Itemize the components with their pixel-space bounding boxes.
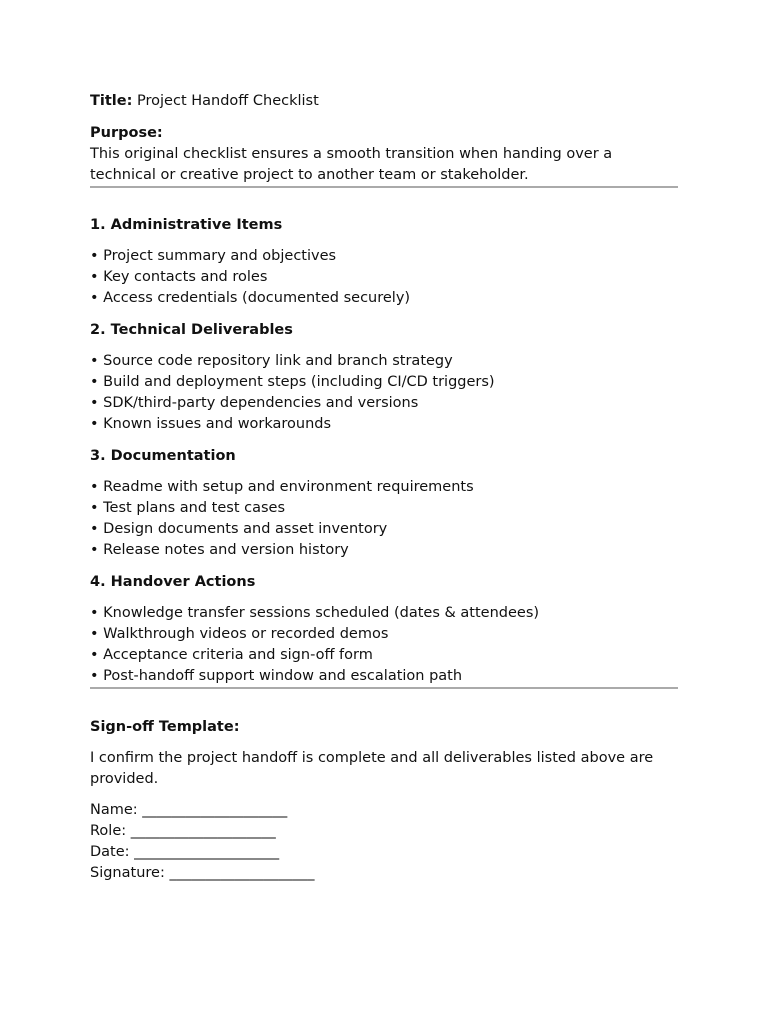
date-field: Date: ____________________ [90, 844, 280, 860]
purpose-heading: Purpose: [90, 125, 163, 141]
list-item: • Acceptance criteria and sign-off form [90, 647, 373, 663]
divider [90, 186, 678, 188]
divider [90, 687, 678, 689]
list-item: • Test plans and test cases [90, 500, 286, 516]
signoff-fields [90, 800, 678, 884]
purpose-text: This original checklist ensures a smooth transition when handing over a technical or creative project to another team or stakeholder. [90, 146, 613, 183]
section-heading-administrative: 1. Administrative Items [90, 217, 283, 233]
name-field: Name: ____________________ [90, 802, 288, 818]
document-page [90, 91, 678, 884]
list-item: • Readme with setup and environment requirements [90, 479, 474, 495]
title-value: Project Handoff Checklist [137, 93, 319, 109]
document-title [90, 91, 678, 112]
section-heading-handover: 4. Handover Actions [90, 574, 256, 590]
signoff-confirmation: I confirm the project handoff is complete and all deliverables listed above are provided. [90, 750, 654, 787]
section-list-handover [90, 603, 678, 687]
section-list-technical [90, 351, 678, 435]
section-heading-technical: 2. Technical Deliverables [90, 322, 293, 338]
list-item: • Design documents and asset inventory [90, 521, 388, 537]
section-list-administrative [90, 246, 678, 309]
list-item: • Release notes and version history [90, 542, 349, 558]
section-heading-documentation: 3. Documentation [90, 448, 236, 464]
list-item: • Project summary and objectives [90, 248, 337, 264]
list-item: • Known issues and workarounds [90, 416, 332, 432]
list-item: • Post-handoff support window and escalation path [90, 668, 463, 684]
list-item: • Access credentials (documented securely) [90, 290, 411, 306]
list-item: • SDK/third-party dependencies and versions [90, 395, 419, 411]
list-item: • Build and deployment steps (including CI/CD triggers) [90, 374, 495, 390]
list-item: • Knowledge transfer sessions scheduled (dates & attendees) [90, 605, 540, 621]
role-field: Role: ____________________ [90, 823, 276, 839]
list-item: • Source code repository link and branch strategy [90, 353, 453, 369]
list-item: • Key contacts and roles [90, 269, 268, 285]
title-label: Title: [90, 93, 133, 109]
list-item: • Walkthrough videos or recorded demos [90, 626, 389, 642]
signoff-heading: Sign-off Template: [90, 719, 240, 735]
section-list-documentation [90, 477, 678, 561]
signature-field: Signature: ____________________ [90, 865, 315, 881]
